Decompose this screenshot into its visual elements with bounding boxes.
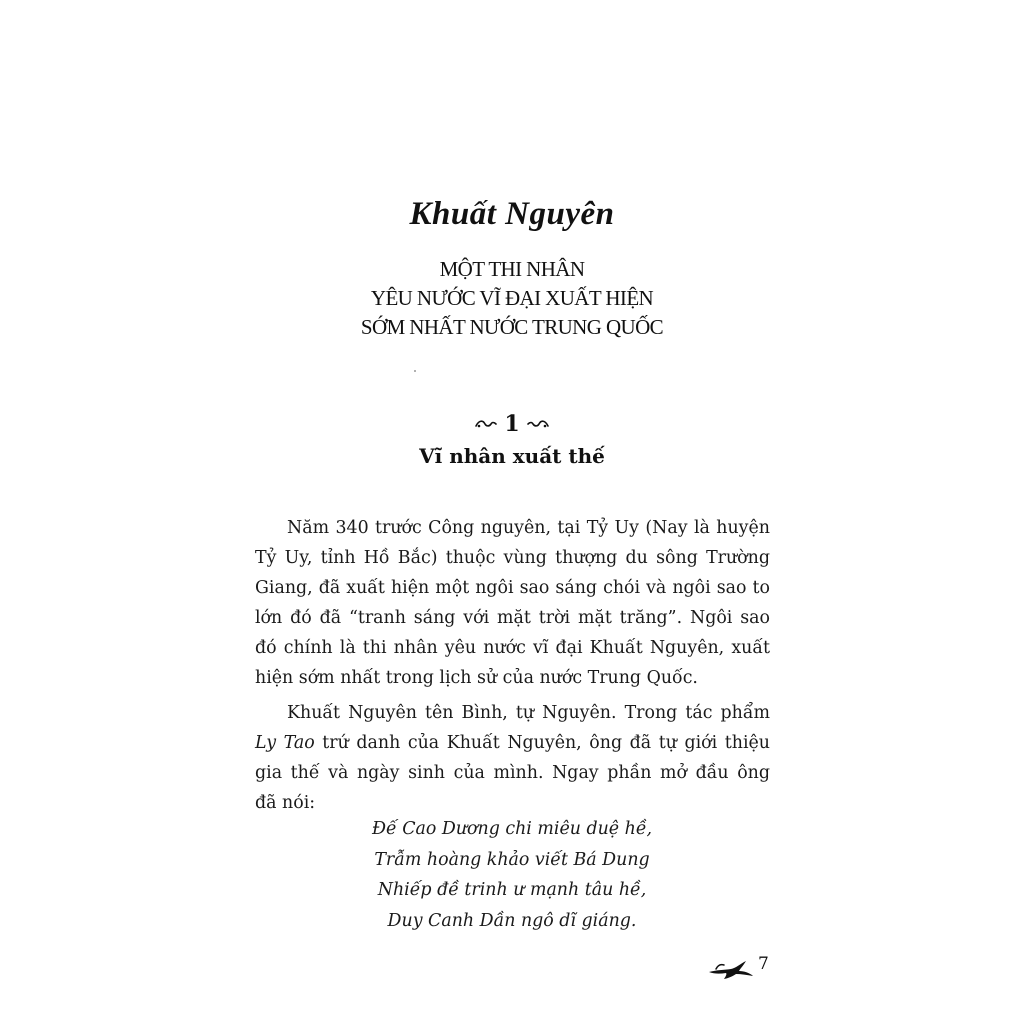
subtitle-line: MỘT THI NHÂN xyxy=(439,257,585,281)
poem-quote xyxy=(0,814,1024,936)
poem-line: Đế Cao Dương chi miêu duệ hề, xyxy=(371,819,653,839)
poem-line: Nhiếp đề trinh ư mạnh tâu hề, xyxy=(377,880,647,900)
flourish-right-icon xyxy=(526,417,550,431)
bird-ornament-icon xyxy=(706,958,756,980)
work-title-ly-tao: Ly Tao xyxy=(255,733,315,753)
book-subtitle xyxy=(0,255,1024,342)
book-title: Khuất Nguyên xyxy=(409,196,615,232)
poem-line: Duy Canh Dần ngô dĩ giáng. xyxy=(387,910,637,931)
print-speck xyxy=(414,370,416,372)
page-footer xyxy=(706,954,769,980)
paragraph-line: đó chính là thi nhân yêu nước vĩ đại Khuất Nguyên, xuất xyxy=(255,638,770,658)
paragraph-line: Năm 340 trước Công nguyên, tại Tỷ Uy (Nay là huyện xyxy=(287,518,770,538)
paragraph-line: hiện sớm nhất trong lịch sử của nước Trung Quốc. xyxy=(255,668,698,688)
paragraph-line: lớn đó đã “tranh sáng với mặt trời mặt trăng”. Ngôi sao xyxy=(255,608,770,628)
page-number: 7 xyxy=(758,954,769,974)
body-text xyxy=(255,513,770,818)
paragraph-line: gia thế và ngày sinh của mình. Ngay phần mở đầu ông xyxy=(255,763,770,783)
paragraph-line: Khuất Nguyên tên Bình, tự Nguyên. Trong tác phẩm xyxy=(287,703,770,723)
subtitle-line: SỚM NHẤT NƯỚC TRUNG QUỐC xyxy=(360,315,664,339)
flourish-left-icon xyxy=(474,417,498,431)
paragraph-line: Tỷ Uy, tỉnh Hồ Bắc) thuộc vùng thượng du sông Trường xyxy=(255,548,770,568)
chapter-heading-number xyxy=(0,411,1024,437)
paragraph-line: đã nói: xyxy=(255,793,316,813)
subtitle-line: YÊU NƯỚC VĨ ĐẠI XUẤT HIỆN xyxy=(370,286,654,310)
poem-line: Trẫm hoàng khảo viết Bá Dung xyxy=(374,849,650,870)
paragraph-line-rest: trứ danh của Khuất Nguyên, ông đã tự giới thiệu xyxy=(314,733,771,753)
chapter-title: Vĩ nhân xuất thế xyxy=(419,444,605,468)
paragraph-line xyxy=(255,728,770,758)
paragraph-line: Giang, đã xuất hiện một ngôi sao sáng chói và ngôi sao to xyxy=(255,578,770,598)
chapter-number: 1 xyxy=(504,411,520,437)
